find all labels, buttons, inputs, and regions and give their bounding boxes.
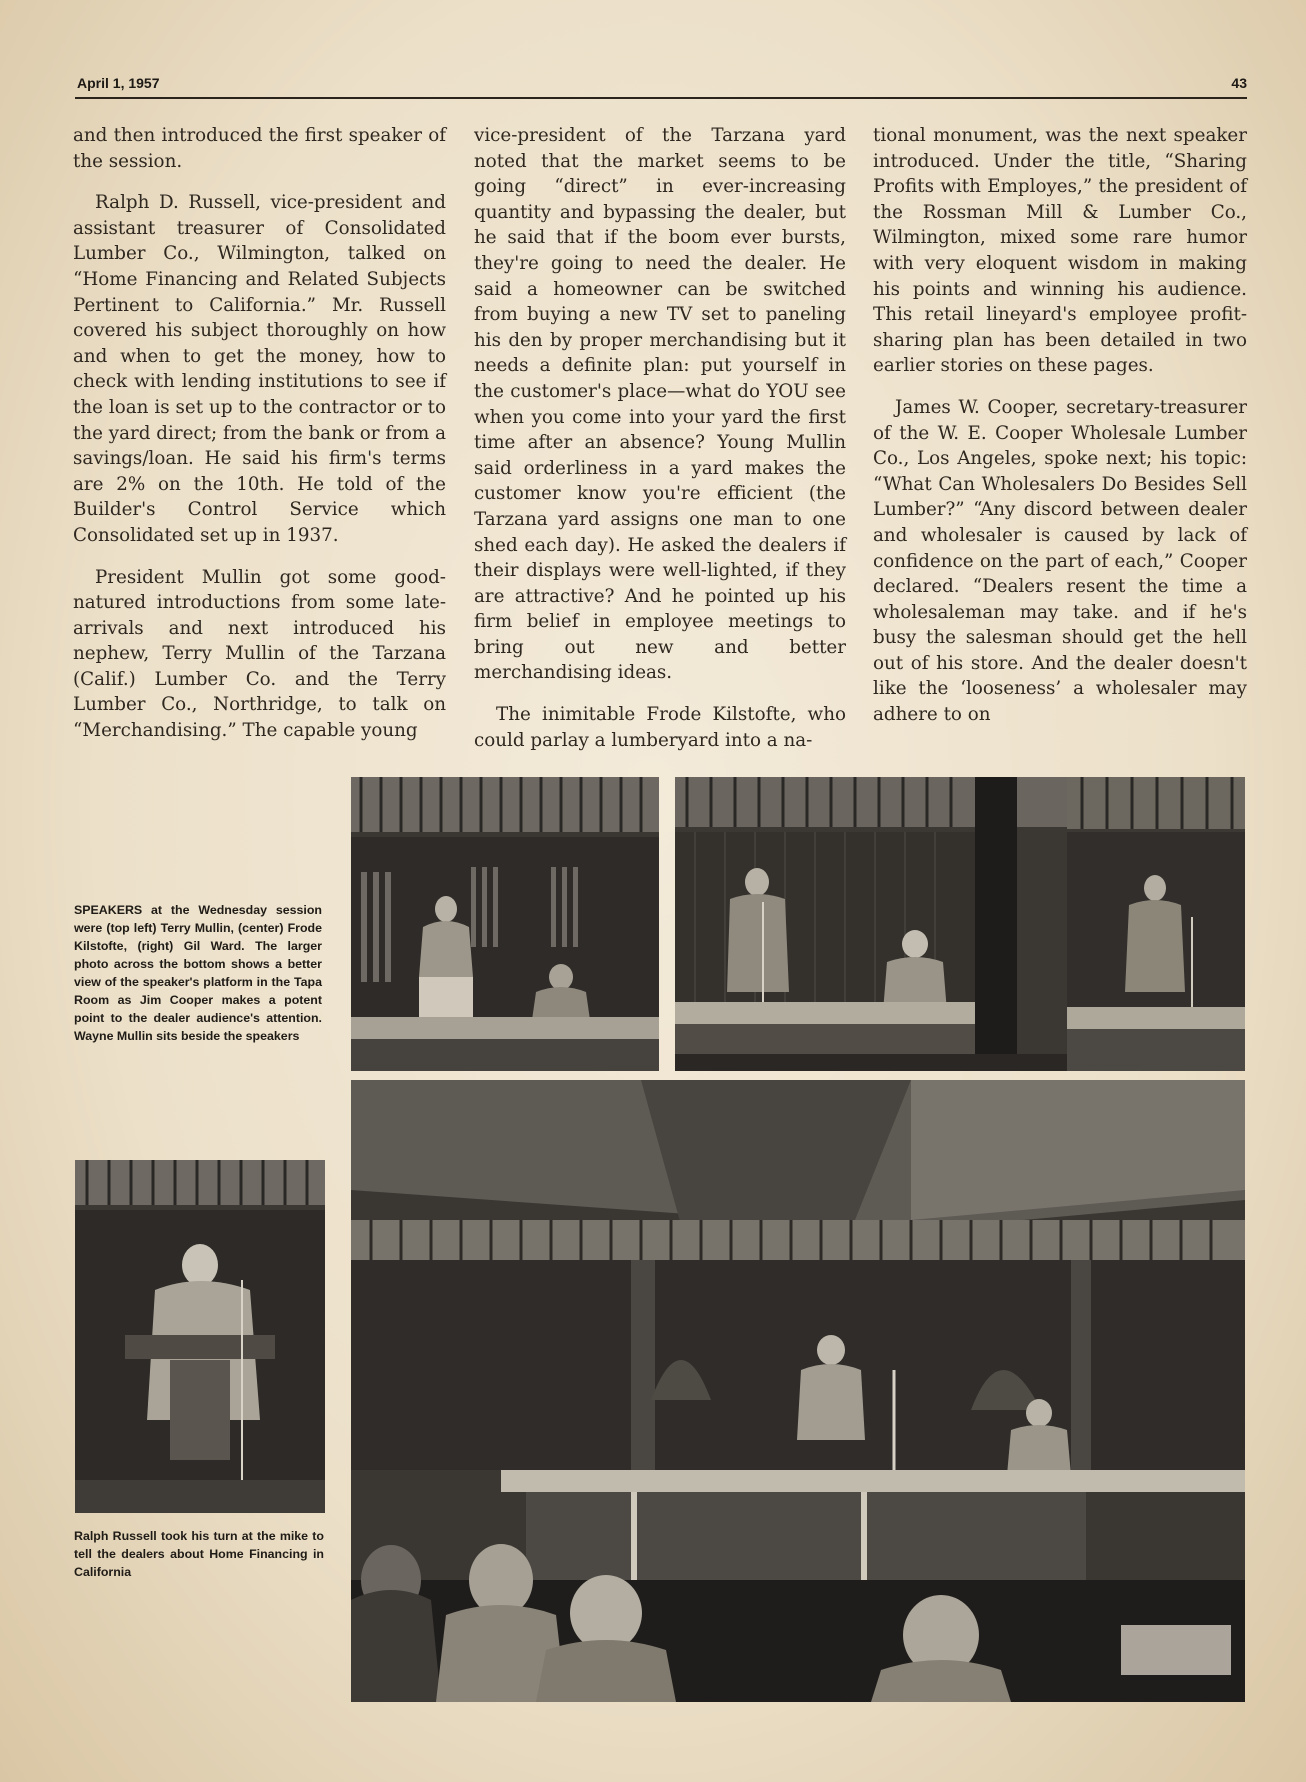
text-column-2 — [474, 123, 846, 769]
photo-frode-kilstofte — [675, 777, 1067, 1071]
text-column-3 — [873, 123, 1247, 744]
paragraph: James W. Cooper, secretary-treasurer of the W. E. Cooper Wholesale Lumber Co., Los Angeles, spoke next; his topic: “What Can Wholesalers Do Besides Sell Lumber?” “Any discord between dealer and wholesaler is caused by lack of confidence on the part of each,” Cooper declared. “Dealers resent the time a wholesaleman may take. and if he's busy the salesman should get the hell out of his store. And the dealer doesn't like the ‘looseness’ a wholesaler may adhere to on — [873, 396, 1247, 726]
paragraph: vice-president of the Tarzana yard noted that the market seems to be going “direct” in ever-increasing quantity and bypassing the dealer, but he said that if the boom ever bursts, they're going to need the dealer. He said a homeowner can be switched from buying a new TV set to paneling his den by proper merchandising but it needs a definite plan: put yourself in the customer's place—what do YOU see when you come into your yard the first time after an absence? Young Mullin said orderliness in a yard makes the customer know you're efficient (the Tarzana yard assigns one man to one shed each day). He asked the dealers if their displays were well-lighted, if they are attractive? And he pointed up his firm belief in employee meetings to bring out new and better merchandising ideas. — [474, 125, 846, 684]
photo-ralph-russell — [75, 1160, 325, 1513]
header-rule — [75, 97, 1247, 99]
text-column-1 — [73, 123, 446, 760]
page-number: 43 — [1231, 75, 1247, 91]
issue-date: April 1, 1957 — [77, 75, 160, 91]
paragraph: The inimitable Frode Kilstofte, who could parlay a lumberyard into a na- — [474, 704, 846, 751]
paragraph: Ralph D. Russell, vice-president and assistant treasurer of Consolidated Lumber Co., Wilmington, talked on “Home Financing and Related Subjects Pertinent to California.” Mr. Russell covered his subject thoroughly on how and when to get the money, how to check with lending institutions to see if the loan is set up to the contractor or to the yard direct; from the bank or from a savings/loan. He said his firm's terms are 2% on the 10th. He told of the Builder's Control Service which Consolidated set up in 1937. — [73, 192, 446, 546]
paragraph: President Mullin got some good-natured introductions from some late-arrivals and next introduced his nephew, Terry Mullin of the Tarzana (Calif.) Lumber Co. and the Terry Lumber Co., Northridge, to talk on “Merchandising.” The capable young — [73, 566, 446, 742]
caption-speakers: SPEAKERS at the Wednesday session were (top left) Terry Mullin, (center) Frode Kilstofte, (right) Gil Ward. The larger photo across the bottom shows a better view of the speaker's platform in the Tapa Room as Jim Cooper makes a potent point to the dealer audience's attention. Wayne Mullin sits beside the speakers — [74, 903, 322, 1043]
paragraph: and then introduced the first speaker of the session. — [73, 125, 446, 172]
photo-gil-ward — [1067, 777, 1245, 1071]
paragraph: tional monument, was the next speaker introduced. Under the title, “Sharing Profits with Employes,” the president of the Rossman Mill & Lumber Co., Wilmington, mixed some rare humor with very eloquent wisdom in making his points and winning his audience. This retail lineyard's employee profit-sharing plan has been detailed in two earlier stories on these pages. — [873, 125, 1247, 377]
page-header — [75, 75, 1247, 99]
photo-speakers-platform — [351, 1080, 1245, 1702]
caption-ralph-russell: Ralph Russell took his turn at the mike to tell the dealers about Home Financing in California — [74, 1529, 324, 1579]
photo-terry-mullin — [351, 777, 659, 1071]
